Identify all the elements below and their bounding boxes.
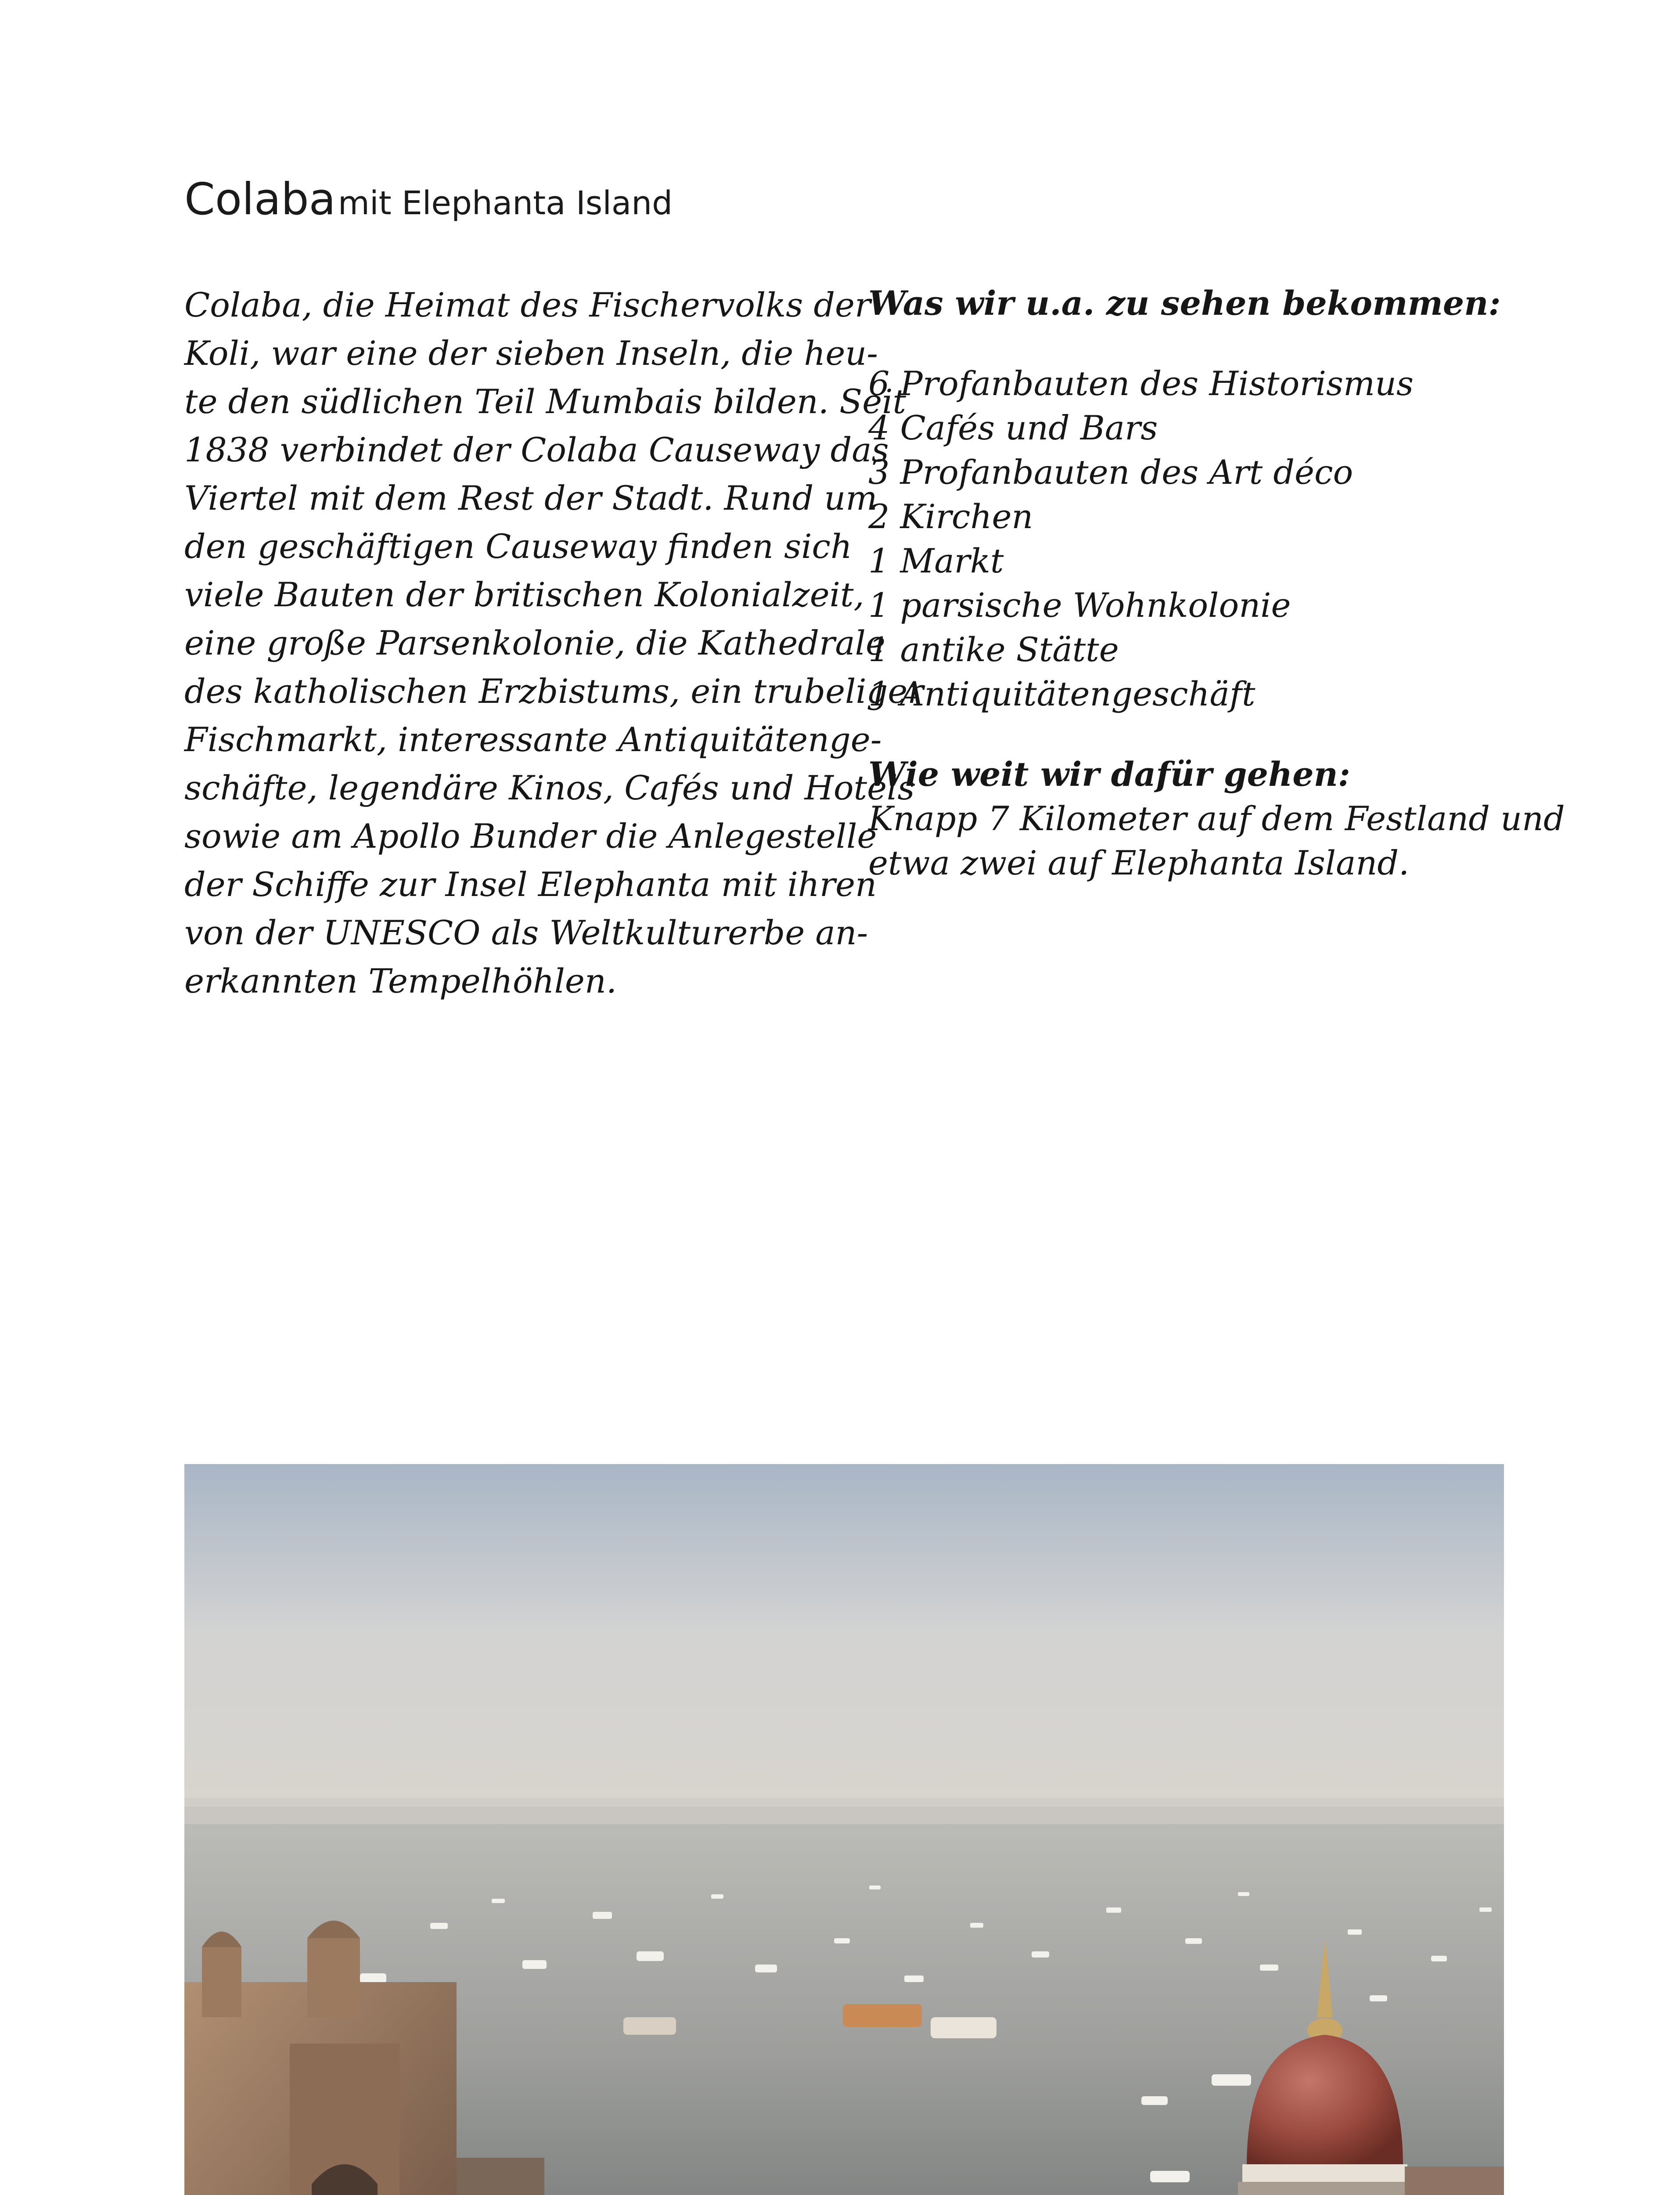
sight-item: 1 Antiquitätengeschäft <box>868 674 1256 713</box>
sight-item: 1 parsische Wohnkolonie <box>868 586 1291 625</box>
intro-paragraph <box>184 281 924 1005</box>
sight-item: 3 Profanbauten des Art déco <box>868 453 1353 492</box>
intro-line: der Schiffe zur Insel Elephanta mit ihren <box>184 865 877 904</box>
sky <box>184 1464 1504 1842</box>
section-title: Colaba <box>184 173 336 225</box>
intro-line: Fischmarkt, interessante Antiquitätenge- <box>184 720 882 759</box>
intro-line: schäfte, legendäre Kinos, Cafés und Hotels <box>184 768 915 807</box>
intro-line: Colaba, die Heimat des Fischervolks der <box>184 285 871 324</box>
harbor-photo <box>184 1464 1504 2195</box>
intro-line: viele Bauten der britischen Kolonialzeit, <box>184 575 864 614</box>
sights-label: Was wir u.a. zu sehen bekommen: <box>868 284 1501 323</box>
sight-item: 6 Profanbauten des Historismus <box>868 364 1414 403</box>
section-subtitle: mit Elephanta Island <box>338 184 673 222</box>
harbor-illustration <box>184 1464 1504 2195</box>
section-heading <box>184 173 673 225</box>
sight-item: 1 Markt <box>868 541 1004 580</box>
sight-item: 4 Cafés und Bars <box>868 408 1158 447</box>
intro-line: sowie am Apollo Bunder die Anlegestelle <box>184 817 877 856</box>
intro-line: Koli, war eine der sieben Inseln, die heu- <box>184 334 878 373</box>
intro-line: te den südlichen Teil Mumbais bilden. Seit <box>184 382 907 421</box>
intro-line: Viertel mit dem Rest der Stadt. Rund um <box>184 479 878 518</box>
intro-line: 1838 verbindet der Colaba Causeway das <box>184 430 889 469</box>
distance-line: etwa zwei auf Elephanta Island. <box>868 843 1410 882</box>
info-column <box>868 281 1565 885</box>
distance-line: Knapp 7 Kilometer auf dem Festland und <box>868 799 1565 838</box>
intro-line: den geschäftigen Causeway finden sich <box>184 527 852 566</box>
sight-item: 2 Kirchen <box>868 497 1033 536</box>
distance-label: Wie weit wir dafür gehen: <box>868 755 1350 794</box>
intro-line: von der UNESCO als Weltkulturerbe an- <box>184 913 868 952</box>
intro-line: des katholischen Erzbistums, ein trubeliger <box>184 672 924 711</box>
intro-line: erkannten Tempelhöhlen. <box>184 961 617 1000</box>
sight-item: 1 antike Stätte <box>868 630 1119 669</box>
intro-line: eine große Parsenkolonie, die Kathedrale <box>184 623 885 662</box>
